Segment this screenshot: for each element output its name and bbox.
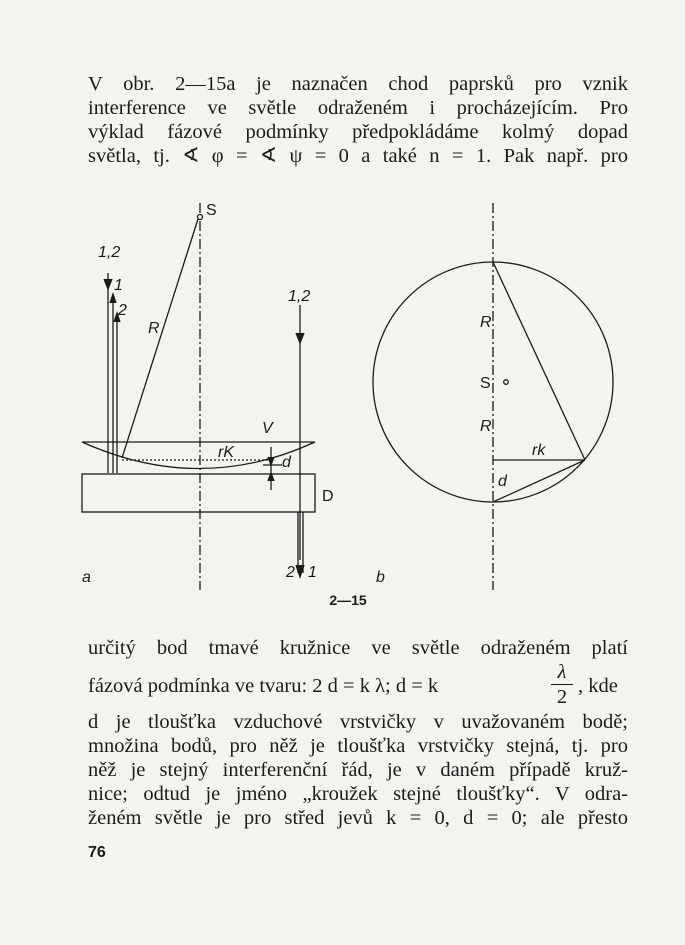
text-line: d je tloušťka vzduchové vrstvičky v uvažovaném bodě; — [88, 711, 628, 733]
text-line: V obr. 2—15a je naznačen chod paprsků pro vznik — [88, 73, 628, 95]
label-s-right: S — [480, 375, 491, 392]
formula-lead: fázová podmínka ve tvaru: 2 d = k λ; d = k — [88, 675, 439, 697]
label-ray-12-left: 1,2 — [98, 244, 121, 261]
label-d-right: d — [498, 473, 507, 490]
formula-tail: , kde — [578, 675, 618, 697]
text-line: výklad fázové podmínky předpokládáme kolmý dopad — [88, 121, 628, 143]
text-line: interference ve světle odraženém i procházejícím. Pro — [88, 97, 628, 119]
figure-caption: 2—15 — [329, 592, 367, 608]
label-ray-12-right: 1,2 — [288, 288, 311, 305]
fraction-denominator: 2 — [556, 686, 568, 708]
label-a: a — [82, 569, 91, 586]
label-s-left: S — [206, 202, 217, 219]
page-number: 76 — [88, 844, 106, 861]
radius-line-left — [122, 219, 198, 458]
label-v: V — [262, 420, 273, 437]
label-ray-1: 1 — [114, 277, 123, 294]
text-line: ženém světle je pro střed jevů k = 0, d = 0; ale přesto — [88, 807, 628, 829]
label-r-left: R — [148, 320, 160, 337]
label-ray-2: 2 — [118, 302, 127, 319]
source-point-left — [198, 215, 203, 220]
label-rk-left: rK — [218, 444, 234, 461]
text-line: určitý bod tmavé kružnice ve světle odraženém platí — [88, 637, 628, 659]
paragraph-bottom — [88, 636, 628, 830]
formula-line — [88, 660, 628, 710]
label-rk-right: rk — [532, 442, 546, 459]
arrow-up-1 — [110, 294, 116, 303]
figure-2-15 — [60, 195, 640, 615]
center-point-right — [504, 380, 509, 385]
label-d-plate: D — [322, 488, 334, 505]
label-out-2: 2 — [286, 564, 295, 581]
label-d-left: d — [282, 454, 291, 471]
text-line: něž je stejný interferenční řád, je v daném případě kruž- — [88, 759, 628, 781]
paragraph-top — [88, 72, 628, 168]
arrow-down-left — [104, 279, 112, 289]
arrow-down-right — [296, 333, 304, 343]
text-line: světla, tj. ∢ φ = ∢ ψ = 0 a také n = 1. Pak např. pro — [88, 145, 628, 167]
formula-fraction — [548, 660, 576, 707]
text-line: nice; odtud je jméno „kroužek stejné tloušťky“. V odra- — [88, 783, 628, 805]
label-b: b — [376, 569, 385, 586]
label-r-top: R — [480, 314, 492, 331]
label-out-1: 1 — [308, 564, 317, 581]
glass-plate — [82, 474, 315, 512]
text-line: množina bodů, pro něž je tloušťka vrstvičky stejná, tj. pro — [88, 735, 628, 757]
fraction-numerator: λ — [557, 661, 567, 683]
label-r-bottom: R — [480, 418, 492, 435]
